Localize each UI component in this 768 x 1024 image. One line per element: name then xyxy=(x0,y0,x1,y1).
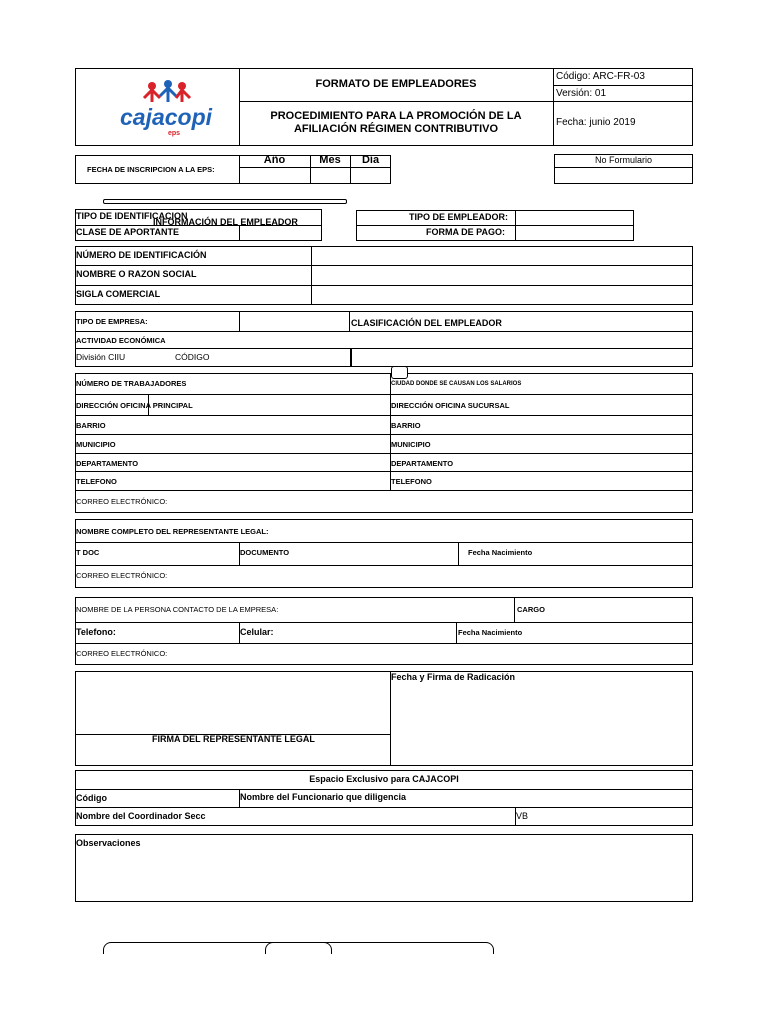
contributor-class-label: CLASE DE APORTANTE xyxy=(76,227,180,237)
inscription-label: FECHA DE INSCRIPCION A LA EPS: xyxy=(87,165,215,174)
exclusive-code-label: Código xyxy=(76,793,107,803)
filing-signature-label: Fecha y Firma de Radicación xyxy=(391,672,516,682)
company-email-label: CORREO ELECTRÓNICO: xyxy=(76,497,168,506)
legal-rep-birth-label: Fecha Nacimiento xyxy=(468,548,533,557)
municipio-branch-label: MUNICIPIO xyxy=(391,440,431,449)
contact-cell-label: Celular: xyxy=(240,627,274,637)
company-type-label: TIPO DE EMPRESA: xyxy=(76,317,148,326)
legal-rep-document-label: DOCUMENTO xyxy=(240,548,290,557)
form-title: FORMATO DE EMPLEADORES xyxy=(315,78,477,90)
logo-subtext: eps xyxy=(168,130,181,137)
employer-section-title: INFORMACIÓN DEL EMPLEADOR xyxy=(153,217,298,227)
barrio-branch-label: BARRIO xyxy=(391,421,421,430)
economic-activity-label: ACTIVIDAD ECONÓMICA xyxy=(76,336,166,345)
day-header: Día xyxy=(361,154,380,166)
coordinator-label: Nombre del Coordinador Secc xyxy=(76,811,206,821)
payment-form-label: FORMA DE PAGO: xyxy=(426,227,505,237)
classification-label: CLASIFICACIÓN DEL EMPLEADOR xyxy=(351,318,502,328)
salary-city-label: CIUDAD DONDE SE CAUSAN LOS SALARIOS xyxy=(391,381,522,387)
contact-phone-label: Telefono: xyxy=(76,627,116,637)
official-name-label: Nombre del Funcionario que diligencia xyxy=(240,792,407,802)
contact-position-label: CARGO xyxy=(517,605,545,614)
ciiu-division-label: División CIIU xyxy=(76,352,126,362)
form-number-label: No Formulario xyxy=(594,155,652,165)
document-date: Fecha: junio 2019 xyxy=(556,117,636,128)
logo-text: cajacopi xyxy=(120,104,213,130)
id-number-label: NÚMERO DE IDENTIFICACIÓN xyxy=(76,250,207,260)
workers-label: NÚMERO DE TRABAJADORES xyxy=(76,379,187,388)
company-name-label: NOMBRE O RAZON SOCIAL xyxy=(76,269,197,279)
municipio-main-label: MUNICIPIO xyxy=(76,440,116,449)
year-header: Año xyxy=(263,154,286,166)
employer-type-label: TIPO DE EMPLEADOR: xyxy=(409,212,509,222)
checkbox[interactable] xyxy=(391,366,408,379)
observations-box[interactable] xyxy=(75,834,693,902)
phone-branch-label: TELEFONO xyxy=(391,477,432,486)
branch-office-label: DIRECCIÓN OFICINA SUCURSAL xyxy=(391,401,510,410)
legal-rep-signature-label: FIRMA DEL REPRESENTANTE LEGAL xyxy=(152,734,315,744)
contact-name-label: NOMBRE DE LA PERSONA CONTACTO DE LA EMPRESA: xyxy=(76,605,279,614)
main-office-label: DIRECCIÓN OFICINA PRINCIPAL xyxy=(76,401,193,410)
departamento-branch-label: DEPARTAMENTO xyxy=(391,459,454,468)
observations-label: Observaciones xyxy=(76,838,141,848)
contact-birth-label: Fecha Nacimiento xyxy=(458,628,523,637)
document-version: Versión: 01 xyxy=(556,88,607,99)
procedure-line-1: PROCEDIMIENTO PARA LA PROMOCIÓN DE LA xyxy=(270,110,522,122)
legal-rep-doc-type-label: T DOC xyxy=(76,548,100,557)
month-header: Mes xyxy=(319,154,341,166)
procedure-line-2: AFILIACIÓN RÉGIMEN CONTRIBUTIVO xyxy=(293,123,499,135)
id-type-label: TIPO DE IDENTIFICACION xyxy=(76,211,188,221)
barrio-main-label: BARRIO xyxy=(76,421,106,430)
departamento-main-label: DEPARTAMENTO xyxy=(76,459,139,468)
phone-main-label: TELEFONO xyxy=(76,477,117,486)
contact-email-label: CORREO ELECTRÓNICO: xyxy=(76,649,168,658)
ciiu-code-label: CÓDIGO xyxy=(175,352,210,362)
section-bar xyxy=(103,199,347,204)
signature-table[interactable] xyxy=(75,671,693,766)
footer-tab-center xyxy=(265,942,332,954)
legal-rep-email-label: CORREO ELECTRÓNICO: xyxy=(76,571,168,580)
acronym-label: SIGLA COMERCIAL xyxy=(76,289,161,299)
document-code: Código: ARC-FR-03 xyxy=(556,71,645,82)
exclusive-title: Espacio Exclusivo para CAJACOPI xyxy=(309,774,459,784)
vb-label: VB xyxy=(516,811,529,821)
legal-rep-name-label: NOMBRE COMPLETO DEL REPRESENTANTE LEGAL: xyxy=(76,527,269,536)
